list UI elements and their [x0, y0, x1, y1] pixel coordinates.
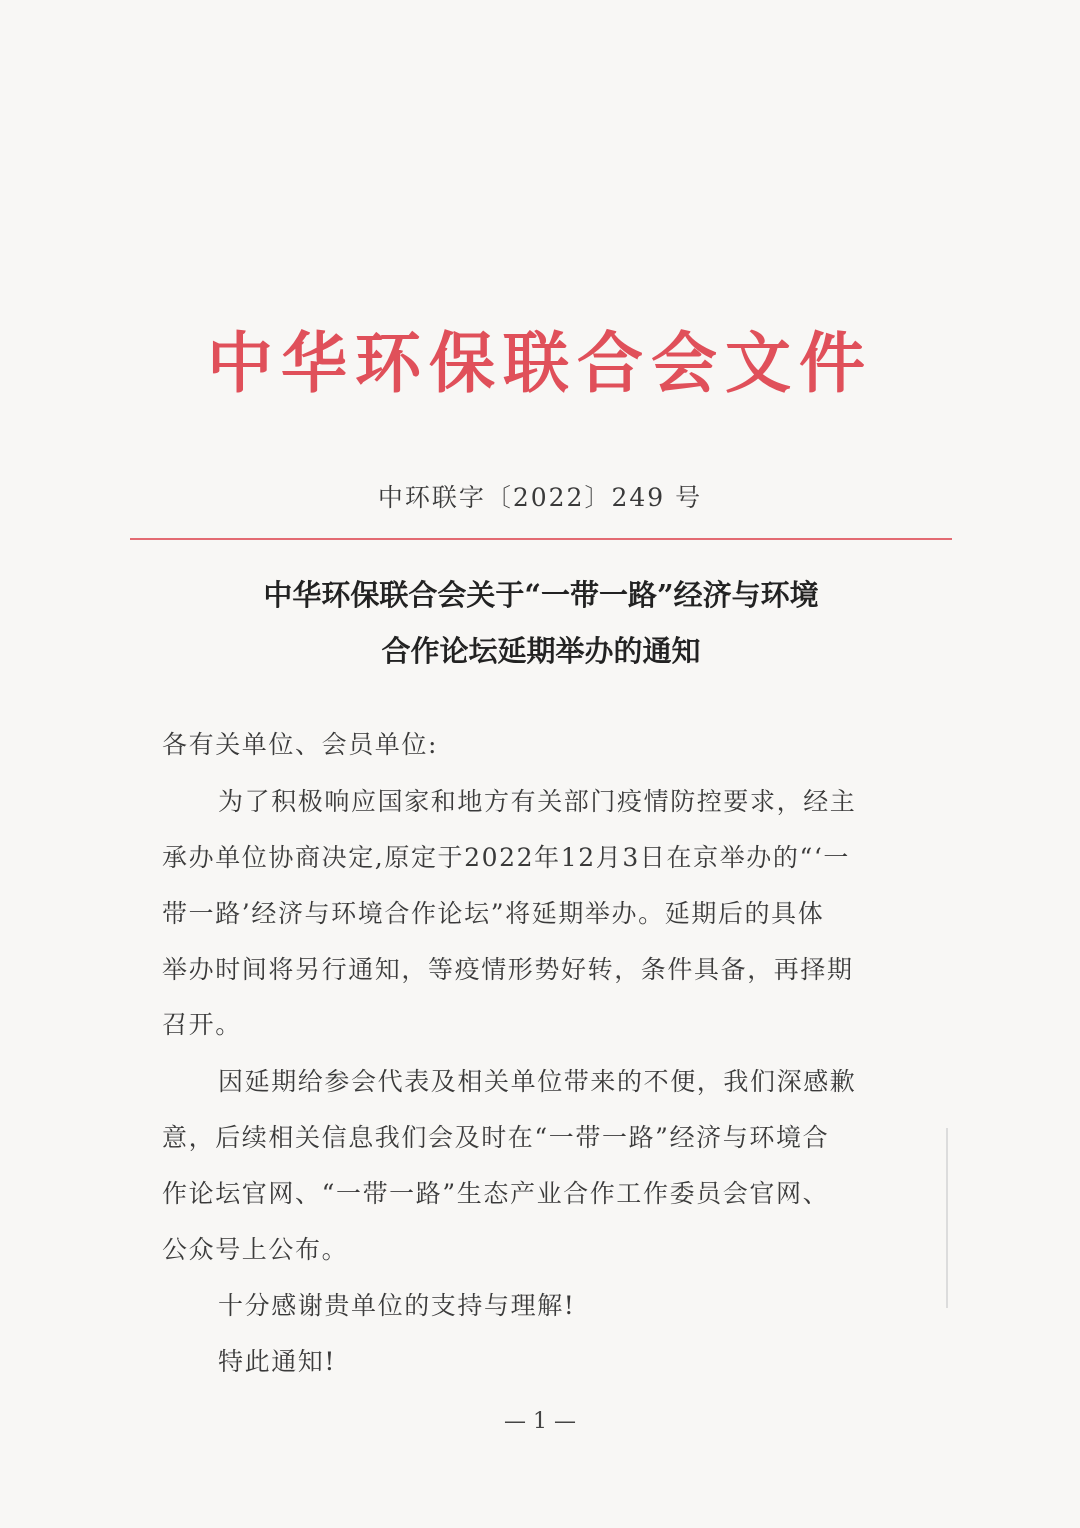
paragraph-1-line-1: 为了积极响应国家和地方有关部门疫情防控要求，经主: [218, 787, 857, 816]
page-number: — 1 —: [504, 1409, 576, 1434]
document-number: 中环联字〔2022〕249 号: [377, 483, 703, 512]
paragraph-1-line-5: 召开。: [162, 1010, 242, 1039]
notice-title-line-2: 合作论坛延期举办的通知: [381, 634, 701, 668]
document-header-title: 中华环保联合会文件: [207, 324, 873, 402]
paragraph-1-line-4: 举办时间将另行通知，等疫情形势好转，条件具备，再择期: [162, 955, 854, 984]
paragraph-2-line-4: 公众号上公布。: [162, 1235, 349, 1264]
thanks-line: 十分感谢贵单位的支持与理解!: [218, 1291, 576, 1320]
paragraph-1-line-2: 承办单位协商决定,原定于2022年12月3日在京举办的“‘一: [162, 843, 851, 872]
paragraph-2-line-2: 意，后续相关信息我们会及时在“一带一路”经济与环境合: [162, 1123, 830, 1152]
paragraph-1-line-3: 带一路’经济与环境合作论坛”将延期举办。延期后的具体: [162, 899, 825, 928]
paragraph-2-line-1: 因延期给参会代表及相关单位带来的不便，我们深感歉: [218, 1067, 857, 1096]
salutation: 各有关单位、会员单位:: [162, 730, 439, 759]
scan-edge-mark: [946, 1128, 948, 1308]
red-divider-line: [130, 538, 952, 540]
paragraph-2-line-3: 作论坛官网、“一带一路”生态产业合作工作委员会官网、: [162, 1179, 830, 1208]
notice-title-line-1: 中华环保联合会关于“一带一路”经济与环境: [263, 578, 819, 612]
closing-line: 特此通知!: [218, 1347, 337, 1376]
